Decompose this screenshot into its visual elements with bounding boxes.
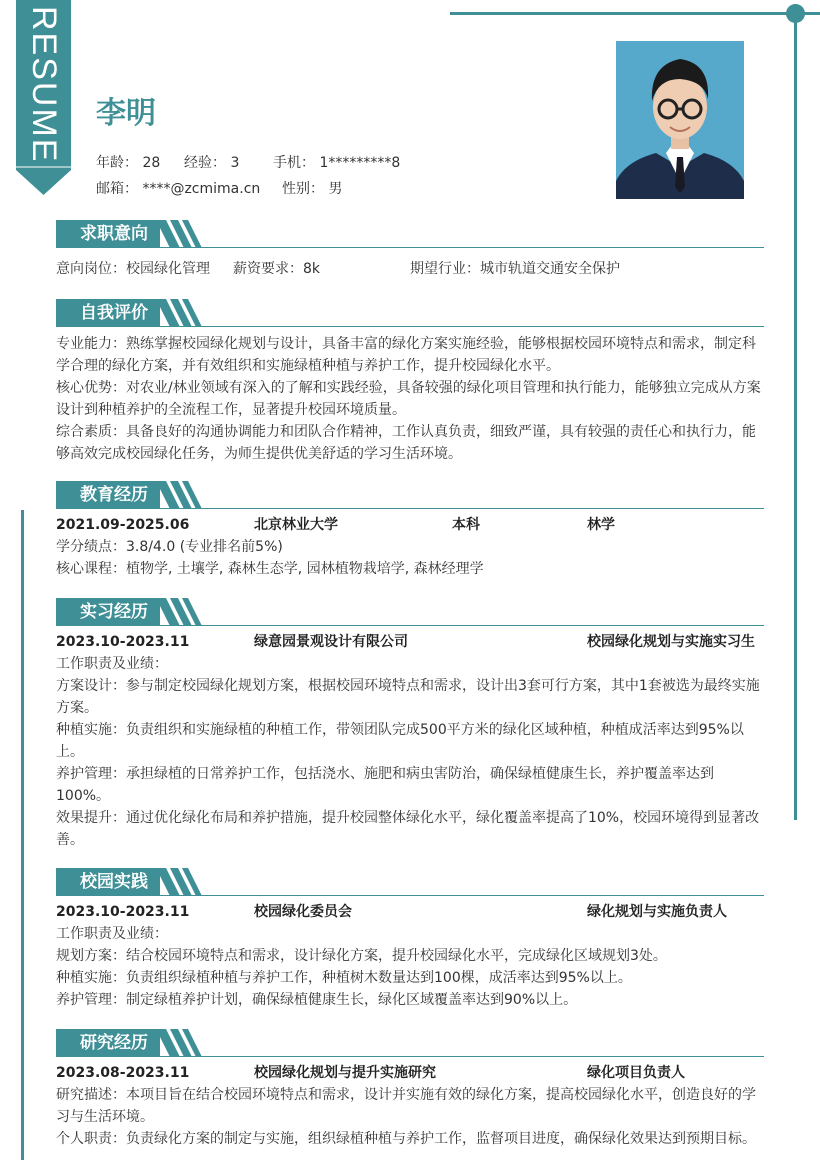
internship-line: 效果提升：通过优化绿化布局和养护措施，提升校园整体绿化水平，绿化覆盖率提高了10%，校园环境得到显著改善。 — [56, 810, 760, 848]
header-line — [156, 895, 764, 896]
top-decor-line — [450, 12, 820, 15]
education-school: 北京林业大学 — [254, 517, 338, 533]
campus-line: 养护管理：制定绿植养护计划，确保绿植健康生长，绿化区域覆盖率达到90%以上。 — [56, 992, 578, 1008]
internship-line: 养护管理：承担绿植的日常养护工作，包括浇水、施肥和病虫害防治，确保绿植健康生长，养护覆盖率达到100%。 — [56, 766, 714, 804]
section-title: 自我评价 — [56, 299, 160, 327]
internship-role: 校园绿化规划与实施实习生 — [587, 634, 755, 650]
header-line — [156, 1056, 764, 1057]
education-line: 学分绩点：3.8/4.0 (专业排名前5%) — [56, 539, 283, 555]
campus-line: 种植实施：负责组织绿植种植与养护工作，种植树木数量达到100棵，成活率达到95%以上。 — [56, 970, 632, 986]
campus-summary-row — [56, 901, 764, 923]
resume-ribbon — [16, 0, 71, 195]
education-body — [56, 536, 764, 580]
section-campus-practice — [56, 868, 764, 1011]
header-line — [156, 508, 764, 509]
basic-info-row-1 — [96, 152, 400, 172]
research-body — [56, 1084, 764, 1150]
internship-company: 绿意园景观设计有限公司 — [254, 634, 408, 650]
phone: 手机： 1*********8 — [273, 155, 401, 171]
intent-position: 意向岗位：校园绿化管理 — [56, 261, 210, 277]
right-decor-line — [794, 14, 797, 820]
header-line — [156, 326, 764, 327]
internship-body — [56, 653, 764, 851]
candidate-name: 李明 — [96, 96, 156, 131]
education-summary-row — [56, 514, 764, 536]
left-decor-line — [21, 510, 24, 1160]
research-line: 研究描述：本项目旨在结合校园环境特点和需求，设计并实施有效的绿化方案，提高校园绿化水平，创造良好的学习与生活环境。 — [56, 1087, 756, 1125]
section-self-evaluation — [56, 299, 764, 465]
resume-label: RESUME — [25, 6, 63, 164]
header-line — [156, 247, 764, 248]
section-title: 教育经历 — [56, 481, 160, 509]
intent-row — [56, 258, 764, 280]
experience: 经验： 3 — [184, 155, 240, 171]
campus-date: 2023.10-2023.11 — [56, 904, 190, 920]
section-research — [56, 1029, 764, 1150]
education-major: 林学 — [587, 517, 615, 533]
internship-summary-row — [56, 631, 764, 653]
self-eval-line: 核心优势：对农业/林业领域有深入的了解和实践经验，具备较强的绿化项目管理和执行能力，能够独立完成从方案设计到种植养护的全流程工作，显著提升校园环境质量。 — [56, 380, 761, 418]
section-education — [56, 481, 764, 580]
internship-line: 种植实施：负责组织和实施绿植的种植工作，带领团队完成500平方米的绿化区域种植，种植成活率达到95%以上。 — [56, 722, 744, 760]
research-line: 个人职责：负责绿化方案的制定与实施，组织绿植种植与养护工作，监督项目进度，确保绿化效果达到预期目标。 — [56, 1131, 756, 1147]
section-header — [56, 220, 764, 248]
research-date: 2023.08-2023.11 — [56, 1065, 190, 1081]
research-role: 绿化项目负责人 — [587, 1065, 685, 1081]
header-line — [156, 625, 764, 626]
education-date: 2021.09-2025.06 — [56, 517, 190, 533]
header-stripes — [156, 598, 208, 626]
section-internship — [56, 598, 764, 851]
section-header — [56, 1029, 764, 1057]
basic-info-row-2 — [96, 178, 342, 198]
campus-role: 绿化规划与实施负责人 — [587, 904, 727, 920]
header-stripes — [156, 1029, 208, 1057]
research-summary-row — [56, 1062, 764, 1084]
campus-line: 工作职责及业绩： — [56, 926, 168, 942]
self-eval-body — [56, 333, 764, 465]
email: 邮箱： ****@zcmima.cn — [96, 181, 261, 197]
section-title: 研究经历 — [56, 1029, 160, 1057]
section-header — [56, 299, 764, 327]
section-title: 求职意向 — [56, 220, 160, 248]
age: 年龄： 28 — [96, 155, 161, 171]
internship-date: 2023.10-2023.11 — [56, 634, 190, 650]
research-project: 校园绿化规划与提升实施研究 — [254, 1065, 436, 1081]
internship-line: 工作职责及业绩： — [56, 656, 168, 672]
campus-line: 规划方案：结合校园环境特点和需求，设计绿化方案，提升校园绿化水平，完成绿化区域规划3处。 — [56, 948, 667, 964]
education-degree: 本科 — [452, 517, 480, 533]
header-stripes — [156, 868, 208, 896]
education-line: 核心课程：植物学, 土壤学, 森林生态学, 园林植物栽培学, 森林经理学 — [56, 561, 484, 577]
intent-industry: 期望行业：城市轨道交通安全保护 — [410, 261, 620, 277]
section-header — [56, 598, 764, 626]
campus-org: 校园绿化委员会 — [254, 904, 352, 920]
gender: 性别： 男 — [282, 181, 343, 197]
internship-line: 方案设计：参与制定校园绿化规划方案，根据校园环境特点和需求，设计出3套可行方案，其中1套被选为最终实施方案。 — [56, 678, 760, 716]
section-title: 校园实践 — [56, 868, 160, 896]
header-stripes — [156, 299, 208, 327]
section-job-intent — [56, 220, 764, 280]
header-stripes — [156, 481, 208, 509]
section-title: 实习经历 — [56, 598, 160, 626]
section-header — [56, 481, 764, 509]
self-eval-line: 专业能力：熟练掌握校园绿化规划与设计，具备丰富的绿化方案实施经验，能够根据校园环境特点和需求，制定科学合理的绿化方案，并有效组织和实施绿植种植与养护工作，提升校园绿化水平。 — [56, 336, 756, 374]
header-stripes — [156, 220, 208, 248]
profile-photo — [616, 41, 744, 199]
campus-body — [56, 923, 764, 1011]
section-header — [56, 868, 764, 896]
self-eval-line: 综合素质：具备良好的沟通协调能力和团队合作精神，工作认真负责，细致严谨，具有较强的责任心和执行力，能够高效完成校园绿化任务，为师生提供优美舒适的学习生活环境。 — [56, 424, 756, 462]
intent-salary: 薪资要求：8k — [233, 261, 321, 277]
